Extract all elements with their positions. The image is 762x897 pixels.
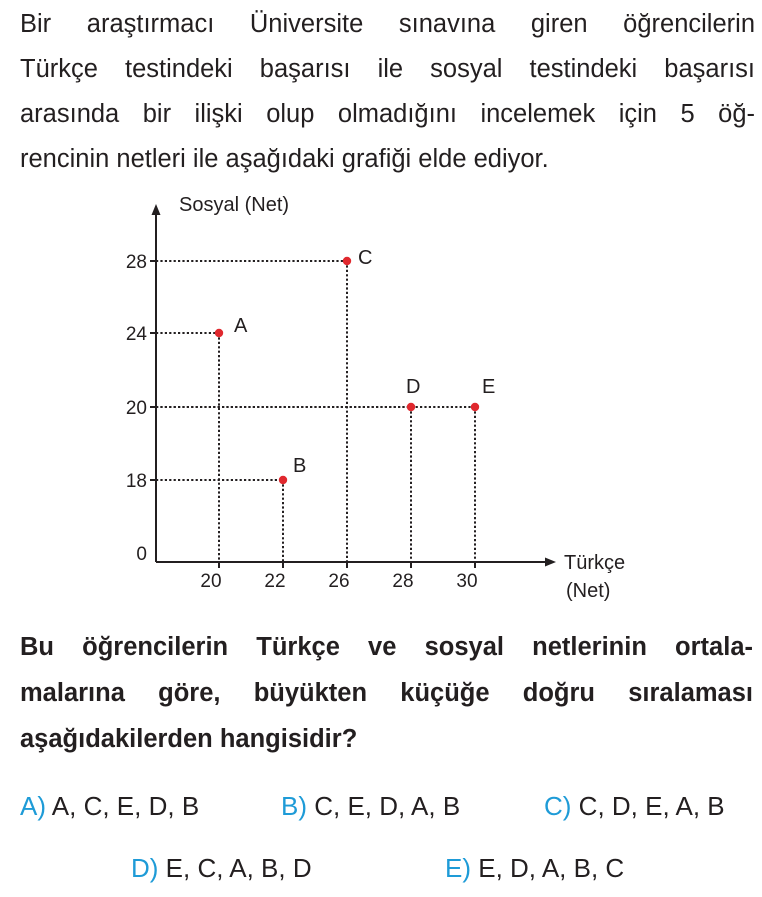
y-axis-title: Sosyal (Net) [179, 194, 290, 216]
option-c[interactable] [544, 791, 725, 822]
option-text: E, D, A, B, C [478, 853, 625, 883]
option-text: C, D, E, A, B [578, 791, 725, 821]
y-tick-label: 24 [125, 324, 147, 345]
y-axis-arrow [152, 204, 161, 215]
y-tick-label: 0 [136, 544, 147, 565]
prompt-line: malarına göre, büyükten küçüğe doğru sıralaması [20, 679, 753, 707]
option-text: E, C, A, B, D [165, 853, 312, 883]
prompt-line: aşağıdakilerden hangisidir? [20, 725, 358, 753]
x-tick-label: 20 [200, 571, 222, 592]
option-text: A, C, E, D, B [51, 791, 200, 821]
option-letter: C) [544, 791, 572, 821]
y-tick-label: 18 [125, 471, 147, 492]
x-axis-title-unit: (Net) [566, 580, 611, 602]
option-b[interactable] [281, 791, 460, 822]
option-text: C, E, D, A, B [314, 791, 461, 821]
y-tick-label: 28 [125, 252, 147, 273]
y-tick-label: 20 [125, 398, 147, 419]
data-point [407, 403, 415, 411]
data-point [215, 329, 223, 337]
x-tick-label: 26 [328, 571, 350, 592]
question-line: rencinin netleri ile aşağıdaki grafiği elde ediyor. [20, 145, 549, 173]
x-axis-title: Türkçe [564, 552, 626, 574]
point-label: A [234, 315, 248, 337]
option-letter: B) [281, 791, 307, 821]
data-point [343, 257, 351, 265]
prompt-line: Bu öğrencilerin Türkçe ve sosyal netlerinin ortala- [20, 633, 753, 661]
x-axis-arrow [545, 558, 556, 567]
question-line: Bir araştırmacı Üniversite sınavına giren öğrencilerin [20, 10, 755, 38]
point-label: C [358, 247, 373, 269]
x-tick-label: 30 [456, 571, 478, 592]
data-point [279, 476, 287, 484]
option-d[interactable] [131, 853, 312, 884]
option-letter: A) [20, 791, 46, 821]
question-line: arasında bir ilişki olup olmadığını incelemek için 5 öğ- [20, 100, 755, 128]
option-letter: E) [445, 853, 471, 883]
option-letter: D) [131, 853, 159, 883]
x-tick-label: 28 [392, 571, 414, 592]
x-tick-label: 22 [264, 571, 286, 592]
point-label: D [406, 376, 421, 398]
option-a[interactable] [20, 791, 199, 822]
point-label: E [482, 376, 496, 398]
question-line: Türkçe testindeki başarısı ile sosyal testindeki başarısı [20, 55, 755, 83]
question-prompt [20, 624, 753, 762]
data-point [471, 403, 479, 411]
point-label: B [293, 455, 307, 477]
option-e[interactable] [445, 853, 624, 884]
